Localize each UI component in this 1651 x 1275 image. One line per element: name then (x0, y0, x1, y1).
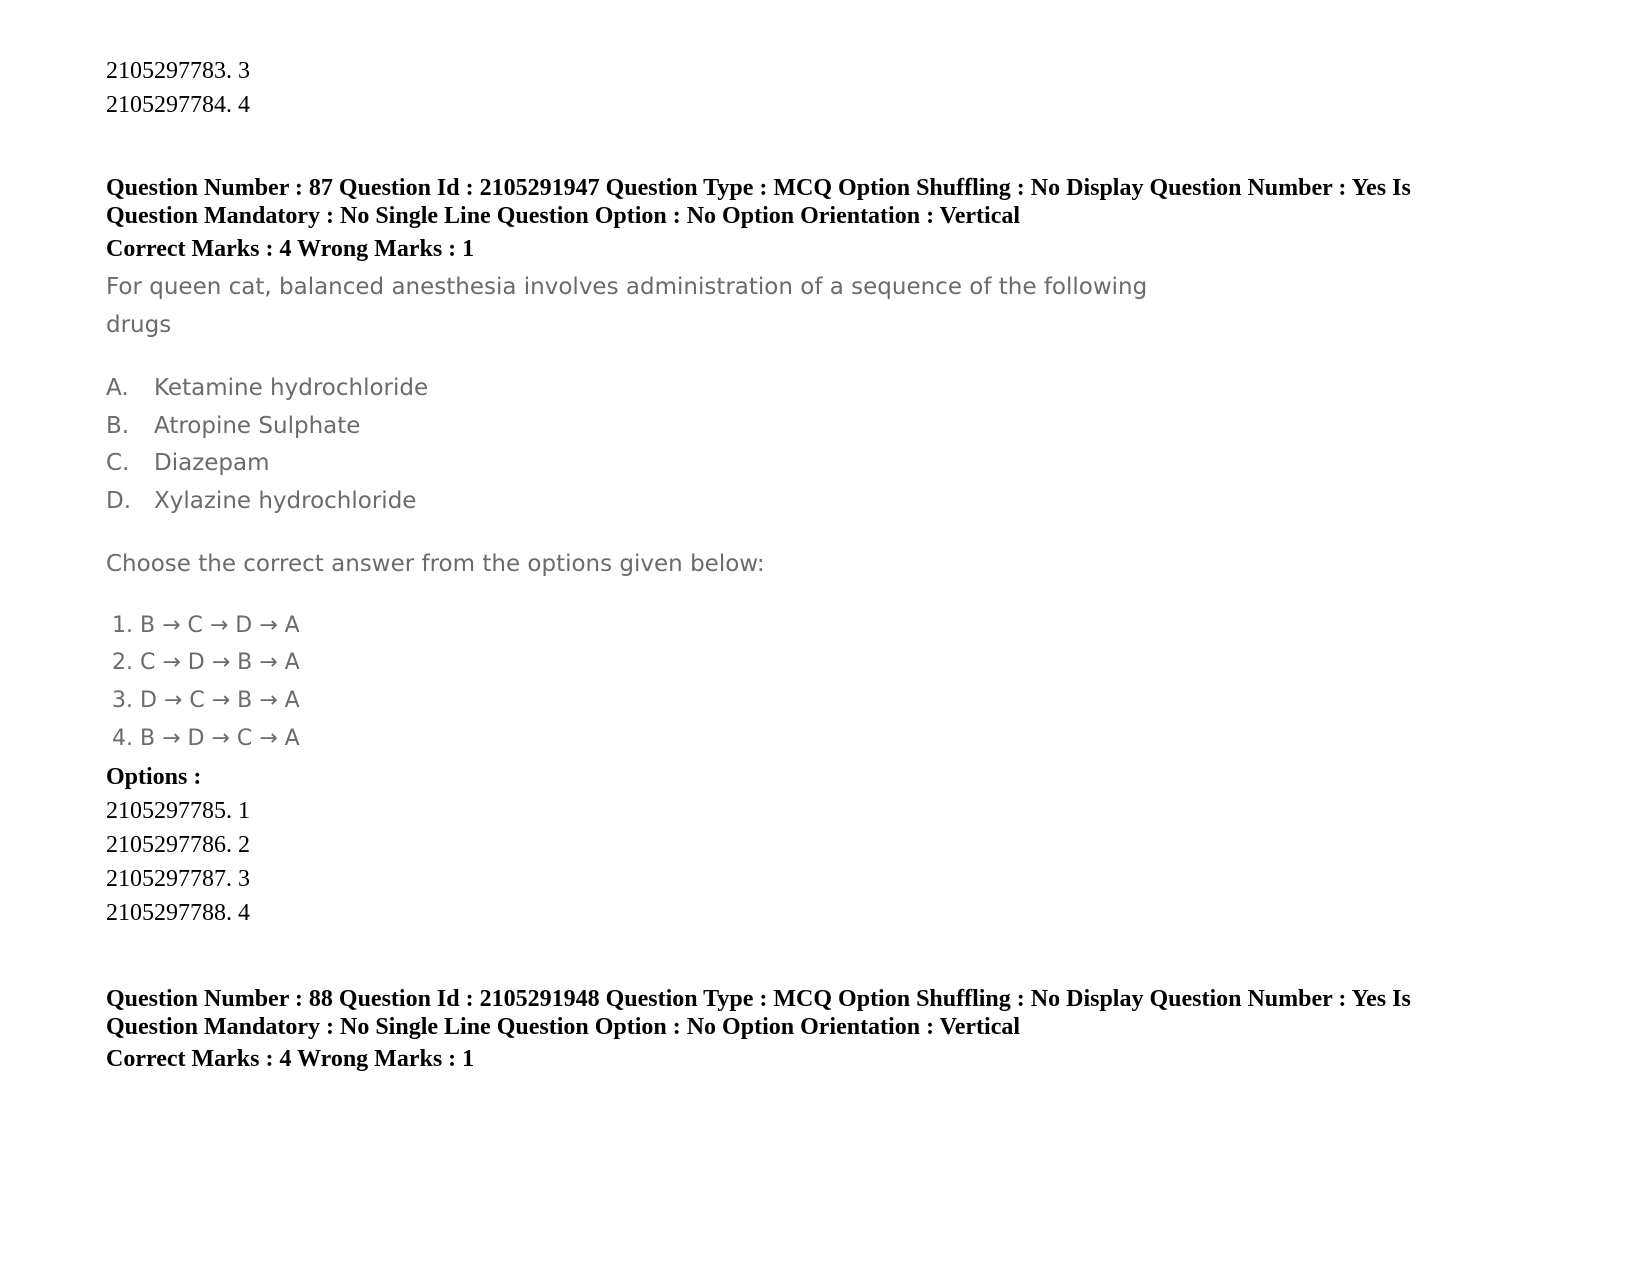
q87-item-a (106, 375, 428, 401)
item-text: Xylazine hydrochloride (154, 488, 417, 514)
q87-instruction: Choose the correct answer from the options given below: (106, 551, 765, 577)
q87-option-3: 2105297787. 3 (106, 866, 250, 892)
q87-metadata (106, 174, 1526, 230)
q88-meta-line-1: Question Number : 88 Question Id : 2105291948 Question Type : MCQ Option Shuffling : No Display Question Number : Yes Is (106, 986, 1411, 1012)
q87-sequence-4: 4. B → D → C → A (112, 726, 300, 751)
q87-sequence-3: 3. D → C → B → A (112, 688, 300, 713)
item-text: Ketamine hydrochloride (154, 375, 429, 401)
q87-question-line-2: drugs (106, 312, 172, 338)
item-text: Diazepam (154, 450, 270, 476)
q87-option-4: 2105297788. 4 (106, 900, 250, 926)
q87-item-d (106, 488, 416, 514)
q87-meta-line-2: Question Mandatory : No Single Line Question Option : No Option Orientation : Vertical (106, 203, 1021, 229)
item-letter: C. (106, 450, 130, 476)
item-letter: A. (106, 375, 129, 401)
q87-item-b (106, 413, 360, 439)
q87-item-c (106, 450, 270, 476)
q87-question-text (106, 268, 1147, 344)
item-text: Atropine Sulphate (154, 413, 361, 439)
q87-option-1: 2105297785. 1 (106, 798, 250, 824)
q88-marks: Correct Marks : 4 Wrong Marks : 1 (106, 1046, 475, 1072)
q87-marks: Correct Marks : 4 Wrong Marks : 1 (106, 236, 475, 262)
q87-sequence-2: 2. C → D → B → A (112, 650, 300, 675)
q87-meta-line-1: Question Number : 87 Question Id : 2105291947 Question Type : MCQ Option Shuffling : No Display Question Number : Yes Is (106, 175, 1411, 201)
prev-option-3: 2105297783. 3 (106, 58, 250, 84)
q87-option-2: 2105297786. 2 (106, 832, 250, 858)
q88-meta-line-2: Question Mandatory : No Single Line Question Option : No Option Orientation : Vertical (106, 1014, 1021, 1040)
item-letter: D. (106, 488, 132, 514)
item-letter: B. (106, 413, 130, 439)
prev-option-4: 2105297784. 4 (106, 92, 250, 118)
q87-options-label: Options : (106, 764, 202, 790)
q87-question-line-1: For queen cat, balanced anesthesia involves administration of a sequence of the following (106, 274, 1148, 300)
q87-sequence-1: 1. B → C → D → A (112, 613, 300, 638)
q88-metadata (106, 985, 1526, 1041)
